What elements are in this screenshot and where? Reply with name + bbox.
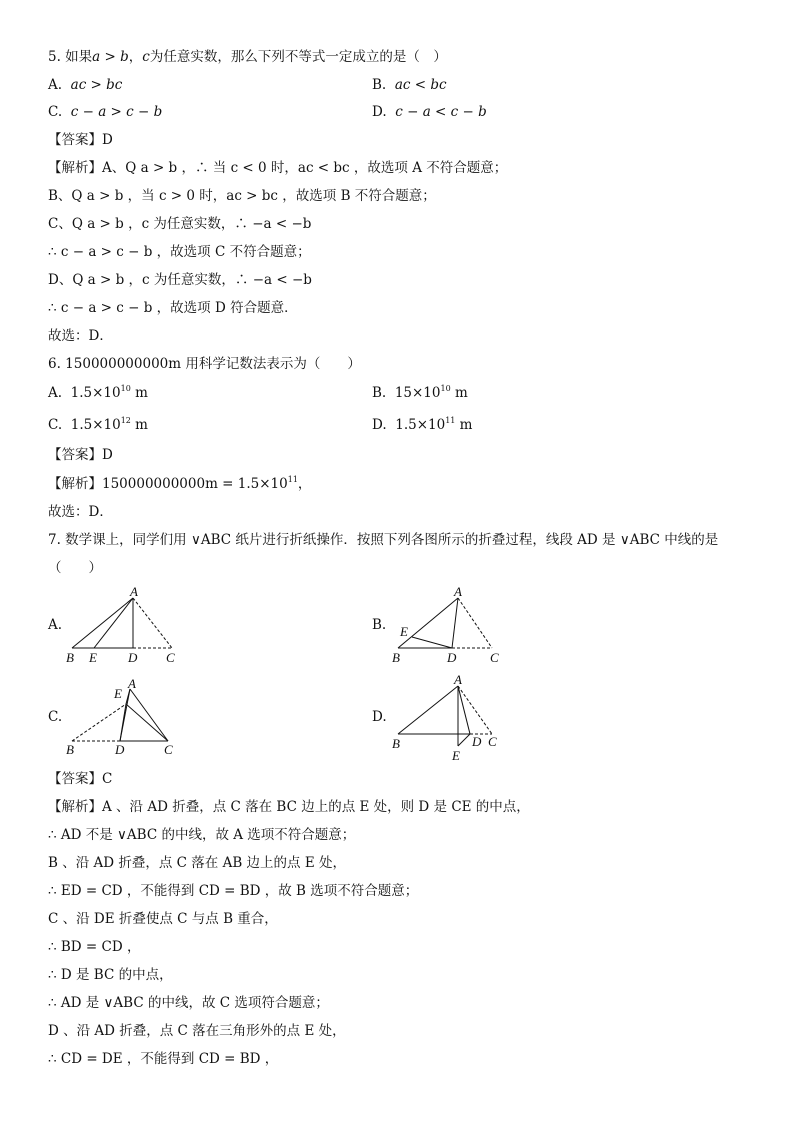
point-label-b: B xyxy=(392,650,400,665)
option-exponent: 12 xyxy=(120,416,131,425)
option-label: B. xyxy=(372,385,387,401)
q5-answer: 【答案】D xyxy=(48,132,113,148)
fig-c-label: C. xyxy=(48,709,63,725)
segment-ab xyxy=(398,686,458,734)
q5-stem-text: 5. 如果 xyxy=(48,49,93,65)
q7-stem-blank: （ ） xyxy=(48,560,102,576)
q5-stem-rest: 为任意实数，那么下列不等式一定成立的是（ ） xyxy=(149,49,447,65)
point-label-c: C xyxy=(166,650,175,665)
option-text: c − a > c − b xyxy=(70,104,163,120)
option-label: C. xyxy=(48,104,63,120)
q5-explanation-line: ∴ c − a > c − b ，故选项 C 不符合题意； xyxy=(48,244,311,260)
option-unit: m xyxy=(130,385,148,401)
point-label-d: D xyxy=(115,742,125,757)
option-label: D. xyxy=(372,104,387,120)
point-label-b: B xyxy=(66,650,74,665)
point-label-e: E xyxy=(114,686,122,701)
segment-ec xyxy=(126,704,168,741)
option-exponent: 11 xyxy=(445,416,456,425)
q7-answer: 【答案】C xyxy=(48,771,113,787)
point-label-c: C xyxy=(490,650,499,665)
point-label-e: E xyxy=(400,624,408,639)
option-base: 1.5×10 xyxy=(70,417,121,433)
point-label-b: B xyxy=(66,742,74,757)
segment-ed xyxy=(412,637,452,648)
dashed-ac xyxy=(133,598,172,648)
q5-stem-math: a > b xyxy=(92,49,129,65)
segment-ae xyxy=(94,598,133,648)
q5-explanation-line: B、Q a > b ，当 c > 0 时，ac > bc ，故选项 B 不符合题意； xyxy=(48,188,436,204)
point-label-e: E xyxy=(89,650,97,665)
point-label-d: D xyxy=(128,650,138,665)
point-label-c: C xyxy=(164,742,173,757)
option-base: 1.5×10 xyxy=(70,385,121,401)
fig-d-label: D. xyxy=(372,709,387,725)
fig-b-label: B. xyxy=(372,617,387,633)
point-label-a: A xyxy=(130,584,138,599)
q7-stem: 7. 数学课上，同学们用 ∨ABC 纸片进行折纸操作．按照下列各图所示的折叠过程，线段 AD 是 ∨ABC 中线的是 xyxy=(48,532,719,548)
point-label-d: D xyxy=(472,734,482,749)
dashed-be xyxy=(72,704,126,741)
option-label: A. xyxy=(48,77,63,93)
q7-explanation-line: ∴ ED = CD ，不能得到 CD = BD ，故 B 选项不符合题意； xyxy=(48,883,419,899)
q5-option-b xyxy=(372,76,447,94)
figure-c xyxy=(60,674,190,766)
option-base: 1.5×10 xyxy=(395,417,446,433)
option-label: B. xyxy=(372,77,387,93)
q6-answer: 【答案】D xyxy=(48,447,113,463)
q6-explanation xyxy=(48,475,311,493)
point-label-b: B xyxy=(392,736,400,751)
q7-explanation-line: 【解析】A 、沿 AD 折叠，点 C 落在 BC 边上的点 E 处，则 D 是 CE 的中点， xyxy=(48,799,530,815)
point-label-a: A xyxy=(454,584,462,599)
option-label: D. xyxy=(372,417,387,433)
q5-conclusion: 故选：D． xyxy=(48,328,113,344)
option-text: ac > bc xyxy=(70,77,123,93)
q6-expl-tail: ， xyxy=(297,476,312,492)
figure-a xyxy=(60,582,190,672)
segment-ad xyxy=(458,686,470,734)
q6-option-c xyxy=(48,416,148,434)
point-label-a: A xyxy=(128,676,136,691)
option-label: A. xyxy=(48,385,63,401)
q5-option-c xyxy=(48,103,162,121)
point-label-a: A xyxy=(454,672,462,687)
option-exponent: 10 xyxy=(120,384,131,393)
q5-stem-comma: ， xyxy=(128,49,143,65)
dashed-ac xyxy=(458,598,492,648)
q7-explanation-line: ∴ D 是 BC 的中点， xyxy=(48,967,173,983)
point-label-d: D xyxy=(447,650,457,665)
point-label-c: C xyxy=(488,734,497,749)
q7-explanation-line: ∴ CD = DE ，不能得到 CD = BD ， xyxy=(48,1051,279,1067)
q7-explanation-line: D 、沿 AD 折叠，点 C 落在三角形外的点 E 处， xyxy=(48,1023,346,1039)
q7-explanation-line: C 、沿 DE 折叠使点 C 与点 B 重合， xyxy=(48,911,278,927)
q5-explanation-line: C、Q a > b ，c 为任意实数，∴ −a < −b xyxy=(48,216,312,232)
fig-a-label: A. xyxy=(48,617,63,633)
option-unit: m xyxy=(455,417,473,433)
q5-explanation-line: D、Q a > b ，c 为任意实数，∴ −a < −b xyxy=(48,272,312,288)
q5-option-d xyxy=(372,103,487,121)
q6-conclusion: 故选：D． xyxy=(48,504,113,520)
segment-ab xyxy=(72,598,133,648)
option-exponent: 10 xyxy=(440,384,451,393)
point-label-e: E xyxy=(452,748,460,763)
q6-option-a xyxy=(48,384,148,402)
segment-ad xyxy=(452,598,458,648)
q5-explanation-line: 【解析】A、Q a > b ，∴ 当 c < 0 时，ac < bc ，故选项 A 不符合题意； xyxy=(48,160,508,176)
q5-option-a xyxy=(48,76,122,94)
q6-expl-text: 【解析】150000000000m = 1.5×10 xyxy=(48,476,288,492)
option-base: 15×10 xyxy=(394,385,441,401)
q7-explanation-line: B 、沿 AD 折叠，点 C 落在 AB 边上的点 E 处， xyxy=(48,855,346,871)
q7-explanation-line: ∴ AD 不是 ∨ABC 的中线，故 A 选项不符合题意； xyxy=(48,827,356,843)
q5-stem xyxy=(48,48,447,66)
figure-d xyxy=(386,670,516,768)
q7-explanation-line: ∴ AD 是 ∨ABC 的中线，故 C 选项符合题意； xyxy=(48,995,329,1011)
option-text: c − a < c − b xyxy=(395,104,487,120)
option-unit: m xyxy=(450,385,468,401)
q6-option-b xyxy=(372,384,468,402)
segment-ed xyxy=(458,734,470,746)
q7-explanation-line: ∴ BD = CD ， xyxy=(48,939,141,955)
figure-b xyxy=(386,582,516,672)
segment-ac xyxy=(130,689,168,741)
q5-stem-var: c xyxy=(142,49,150,65)
q6-option-d xyxy=(372,416,472,434)
dashed-ac xyxy=(458,686,492,734)
segment-ab xyxy=(398,598,458,648)
q6-stem: 6. 150000000000m 用科学记数法表示为（ ） xyxy=(48,356,361,372)
option-text: ac < bc xyxy=(394,77,447,93)
option-label: C. xyxy=(48,417,63,433)
q6-expl-exponent: 11 xyxy=(287,475,298,484)
q5-explanation-line: ∴ c − a > c − b ，故选项 D 符合题意． xyxy=(48,300,298,316)
option-unit: m xyxy=(130,417,148,433)
